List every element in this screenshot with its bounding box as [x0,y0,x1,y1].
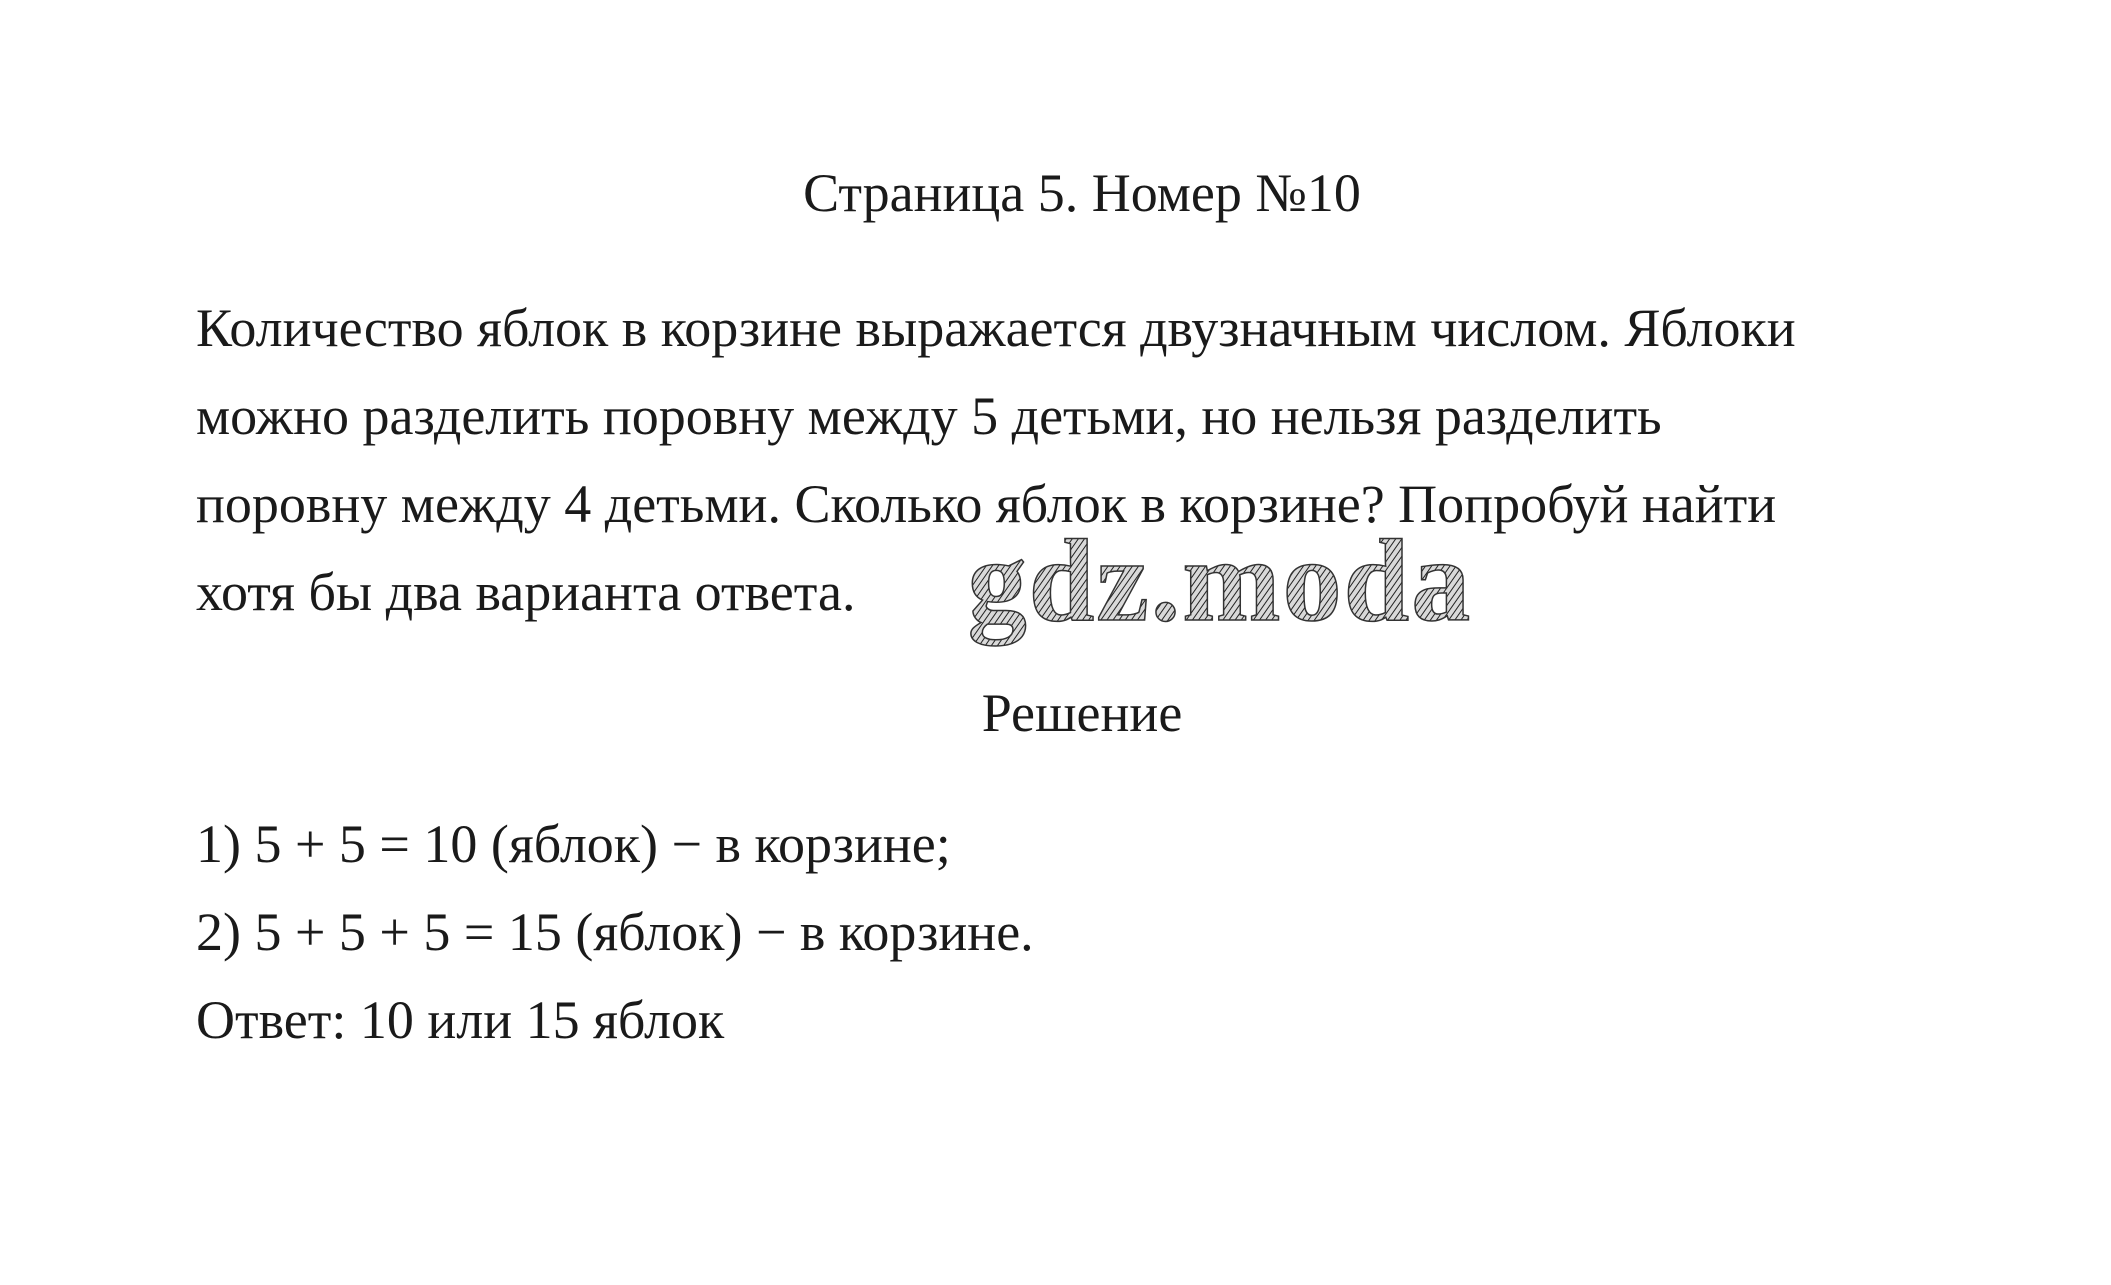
problem-line-4: хотя бы два варианта ответа. [196,562,856,622]
problem-line-3: поровну между 4 детьми. Сколько яблок в корзине? Попробуй найти [196,474,1777,534]
solution-step-1: 1) 5 + 5 = 10 (яблок) − в корзине; [196,814,951,874]
problem-line-1: Количество яблок в корзине выражается двузначным числом. Яблоки [196,298,1796,358]
watermark-logo [920,520,1520,670]
solution-heading: Решение [981,683,1183,743]
solution-steps [196,800,1034,1064]
solution-step-2: 2) 5 + 5 + 5 = 15 (яблок) − в корзине. [196,902,1034,962]
page-title: Страница 5. Номер №10 [803,163,1361,223]
answer-line: Ответ: 10 или 15 яблок [196,990,725,1050]
svg-text:gdz.moda: gdz.moda [967,520,1473,646]
problem-line-2: можно разделить поровну между 5 детьми, но нельзя разделить [196,386,1662,446]
